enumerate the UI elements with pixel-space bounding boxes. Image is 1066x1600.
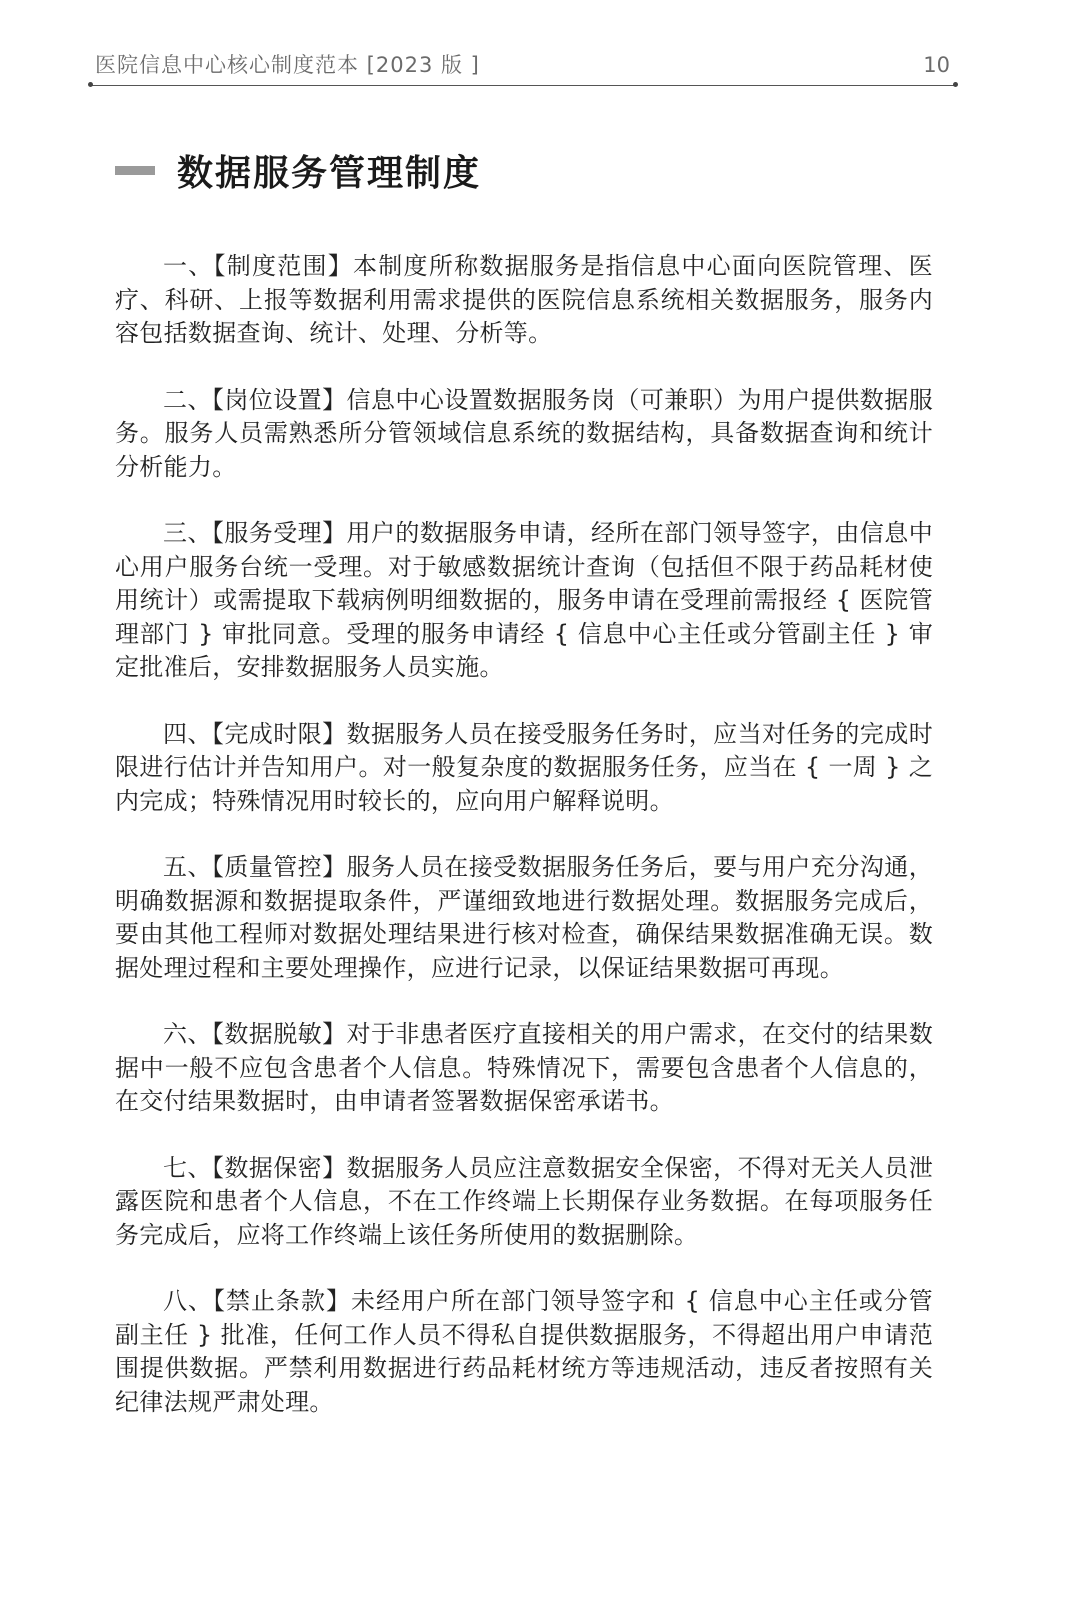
section-title: 数据服务管理制度 — [177, 152, 482, 194]
running-header — [95, 50, 950, 80]
heading-bar-decoration — [115, 166, 155, 175]
header-divider — [90, 85, 956, 86]
clause-5-quality: 五、【质量管控】服务人员在接受数据服务任务后，要与用户充分沟通，明确数据源和数据提取条件，严谨细致地进行数据处理。数据服务完成后，要由其他工程师对数据处理结果进行核对检查，确保结果数据准确无误。数据处理过程和主要处理操作，应进行记录，以保证结果数据可再现。 — [115, 853, 933, 982]
clause-2-positions: 二、【岗位设置】信息中心设置数据服务岗（可兼职）为用户提供数据服务。服务人员需熟悉所分管领域信息系统的数据结构，具备数据查询和统计分析能力。 — [115, 385, 933, 481]
section-heading — [115, 145, 481, 195]
clause-6-desensitization: 六、【数据脱敏】对于非患者医疗直接相关的用户需求，在交付的结果数据中一般不应包含患者个人信息。特殊情况下，需要包含患者个人信息的，在交付结果数据时，由申请者签署数据保密承诺书。 — [115, 1020, 933, 1115]
clause-4-deadline: 四、【完成时限】数据服务人员在接受服务任务时，应当对任务的完成时限进行估计并告知用户。对一般复杂度的数据服务任务，应当在 { 一周 } 之内完成；特殊情况用时较长的，应向用户解释说明。 — [115, 719, 933, 815]
page-number: 10 — [923, 53, 950, 77]
header-title: 医院信息中心核心制度范本 [2023 版 ] — [95, 53, 480, 77]
clause-3-acceptance: 三、【服务受理】用户的数据服务申请，经所在部门领导签字，由信息中心用户服务台统一受理。对于敏感数据统计查询（包括但不限于药品耗材使用统计）或需提取下载病例明细数据的，服务申请在受理前需报经 { 医院管理部门 } 审批同意。受理的服务申请经 { 信息中心主任或分管副主任 } 审定批准后，安排数据服务人员实施。 — [115, 519, 933, 681]
policy-content — [115, 250, 933, 1452]
clause-8-prohibitions: 八、【禁止条款】未经用户所在部门领导签字和 { 信息中心主任或分管副主任 } 批准，任何工作人员不得私自提供数据服务，不得超出用户申请范围提供数据。严禁利用数据进行药品耗材统方等违规活动，违反者按照有关纪律法规严肃处理。 — [115, 1287, 933, 1416]
clause-7-confidentiality: 七、【数据保密】数据服务人员应注意数据安全保密，不得对无关人员泄露医院和患者个人信息，不在工作终端上长期保存业务数据。在每项服务任务完成后，应将工作终端上该任务所使用的数据删除。 — [115, 1153, 933, 1249]
clause-1-scope: 一、【制度范围】本制度所称数据服务是指信息中心面向医院管理、医疗、科研、上报等数据利用需求提供的医院信息系统相关数据服务，服务内容包括数据查询、统计、处理、分析等。 — [115, 252, 933, 347]
